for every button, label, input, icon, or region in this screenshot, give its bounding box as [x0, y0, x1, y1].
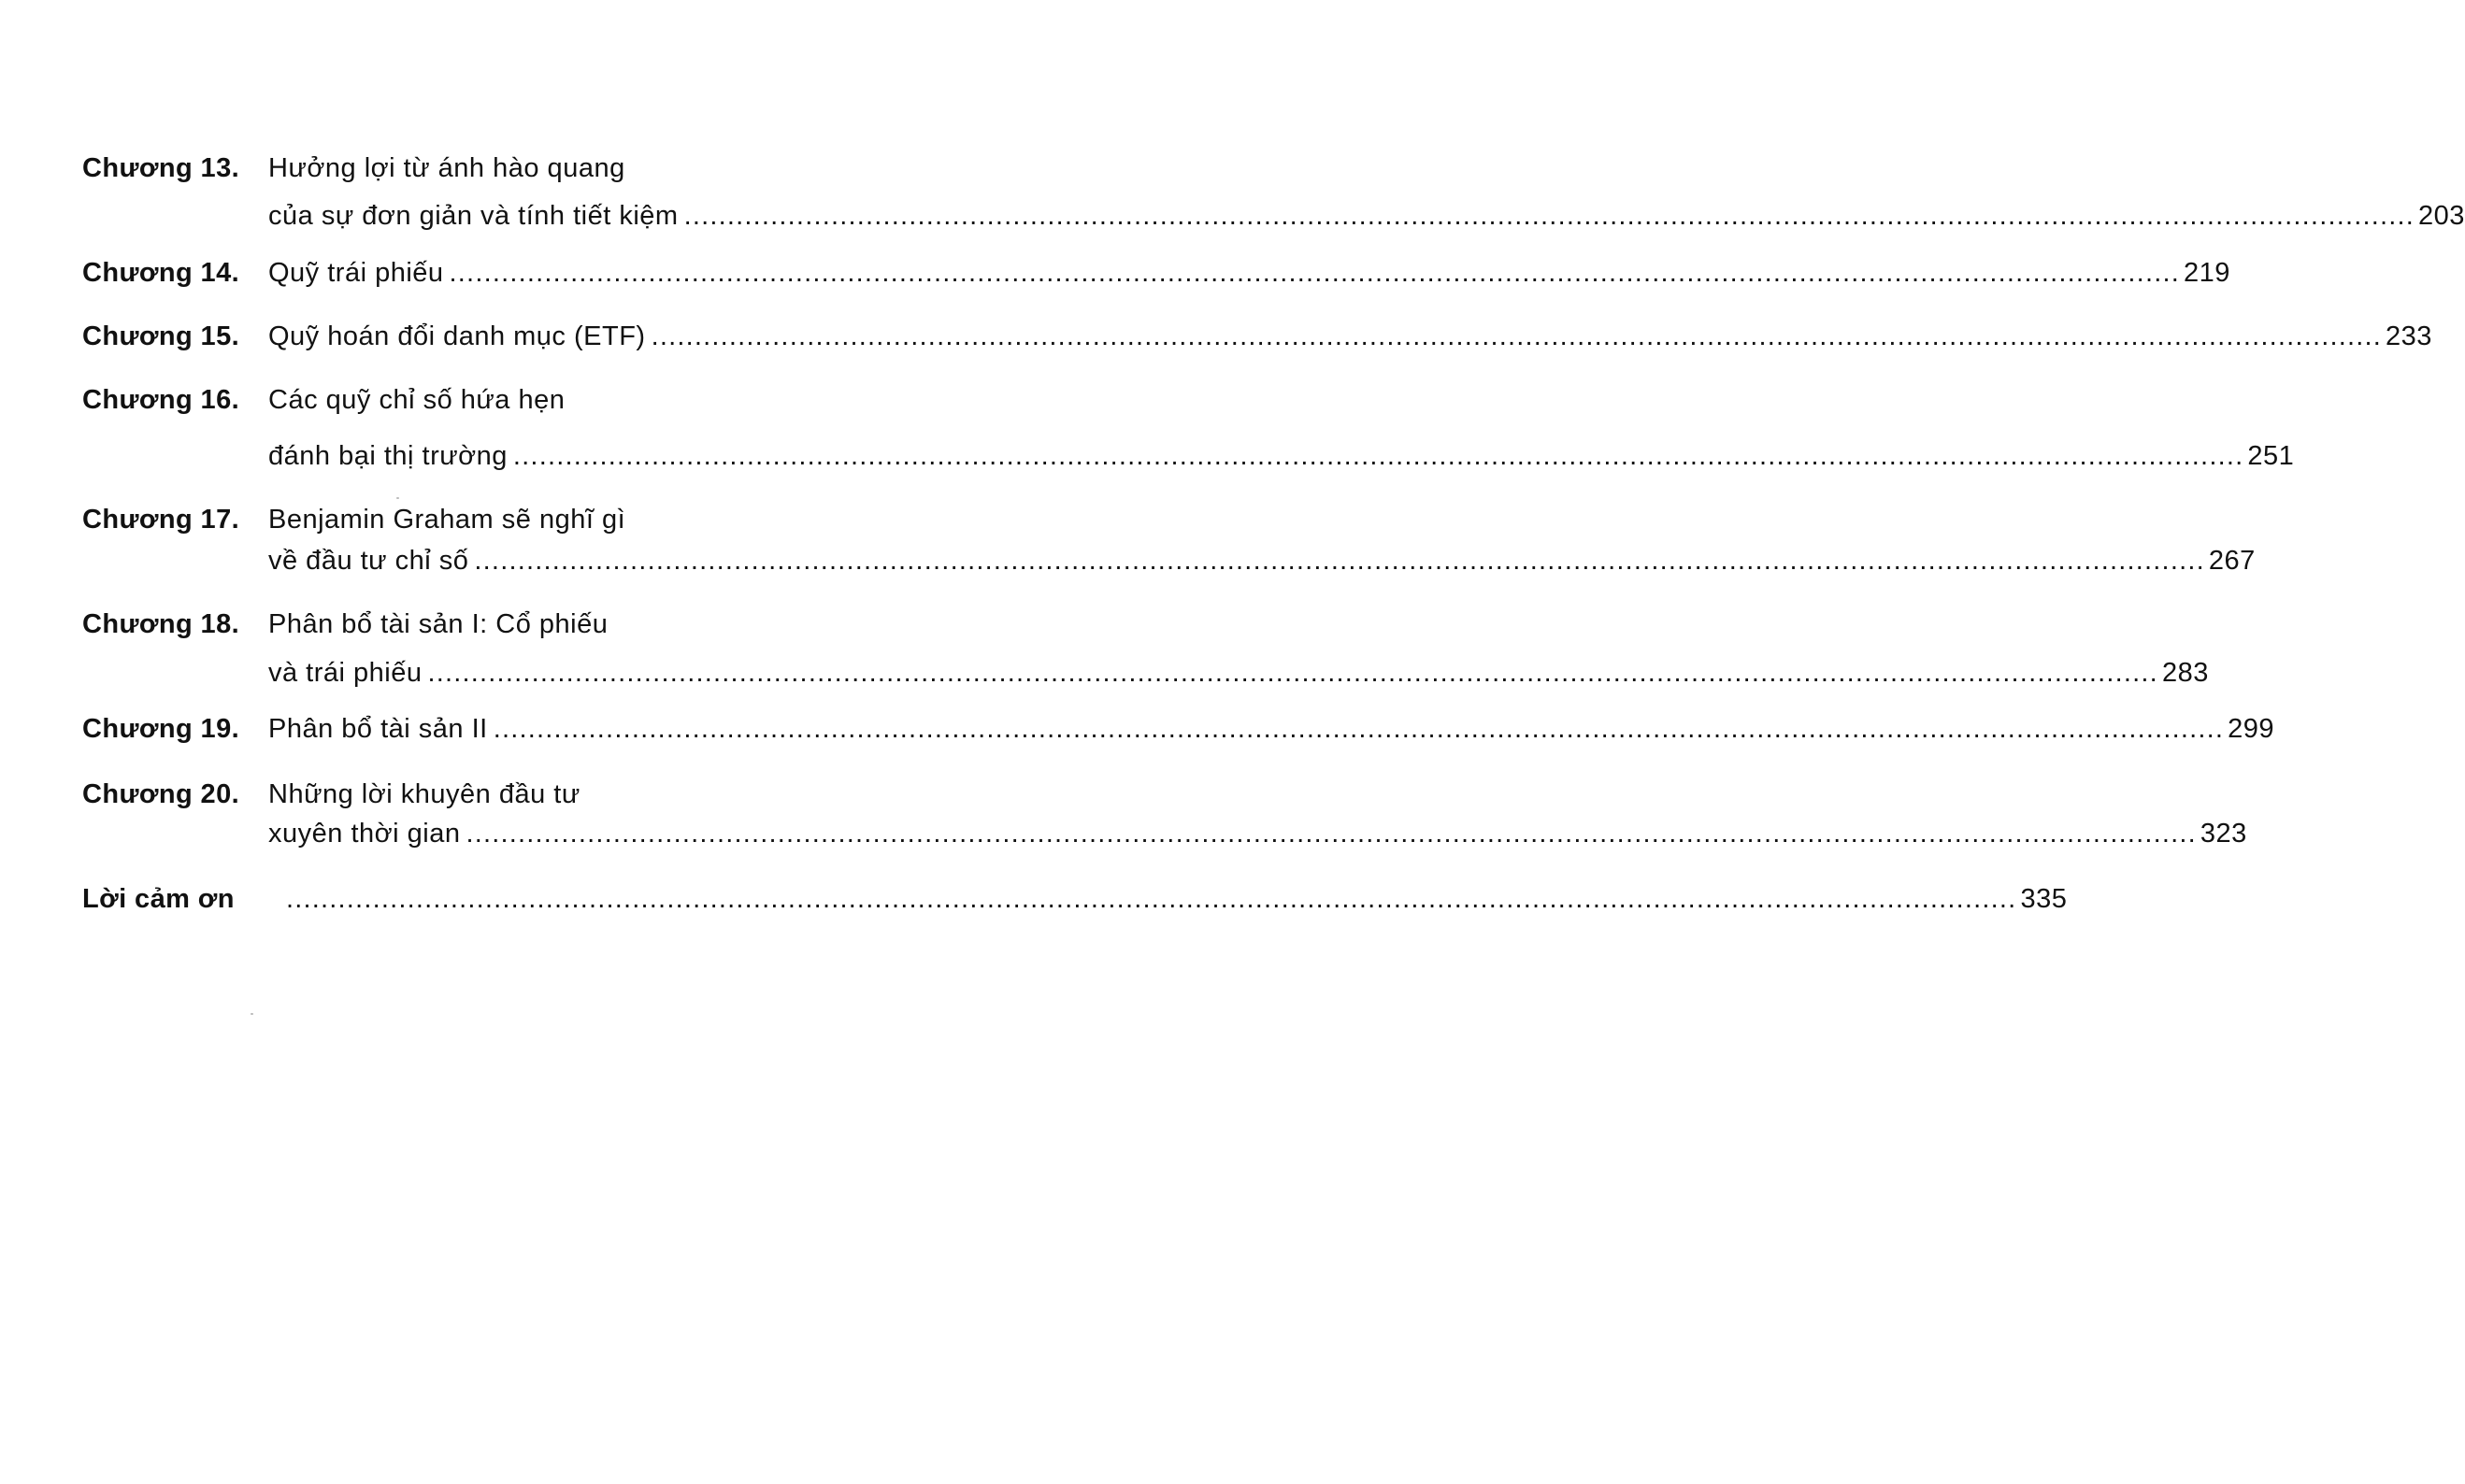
chapter-title-line [268, 321, 2432, 352]
chapter-title-line [268, 819, 2247, 849]
page-number: 267 [2208, 546, 2256, 576]
dot-leader: ........................................................................................................................................................................................................ [427, 658, 2158, 688]
dot-leader: ........................................................................................................................................................................................................ [449, 258, 2180, 288]
paper-speck [251, 1013, 253, 1015]
chapter-title-line [268, 546, 2256, 577]
page-number: 283 [2161, 658, 2209, 688]
chapter-label: Chương 17. [82, 505, 240, 535]
chapter-title-text: Quỹ hoán đổi danh mục (ETF) [268, 321, 646, 351]
chapter-title-text: Benjamin Graham sẽ nghĩ gì [268, 505, 626, 535]
chapter-title-line [268, 441, 2295, 472]
chapter-label: Chương 19. [82, 714, 240, 744]
chapter-title-line [268, 153, 779, 184]
dot-leader: ........................................................................................................................................................................................................ [493, 714, 2225, 744]
chapter-title-text: Những lời khuyên đầu tư [268, 779, 580, 809]
chapter-label: Chương 18. [82, 609, 240, 639]
page-number: 251 [2247, 441, 2295, 471]
chapter-title-text: Các quỹ chỉ số hứa hẹn [268, 385, 566, 415]
page-number: 233 [2386, 321, 2432, 351]
chapter-label: Chương 13. [82, 153, 240, 183]
dot-leader: ........................................................................................................................................................................................................ [286, 884, 2017, 914]
page-number: 299 [2228, 714, 2275, 744]
chapter-title-text: Phân bổ tài sản II [268, 714, 488, 744]
acknowledgements-label: Lời cảm ơn [82, 884, 235, 914]
chapter-title-line [268, 714, 2275, 745]
page-number: 335 [2020, 884, 2068, 914]
dot-leader: ........................................................................................................................................................................................................ [474, 546, 2205, 576]
acknowledgements-line [280, 884, 2068, 915]
chapter-title-text: đánh bại thị trường [268, 441, 508, 471]
dot-leader: ........................................................................................................................................................................................................ [512, 441, 2244, 471]
chapter-title-text: Quỹ trái phiếu [268, 258, 444, 288]
chapter-title-text: xuyên thời gian [268, 819, 461, 849]
dot-leader: ........................................................................................................................................................................................................ [651, 321, 2383, 351]
dot-leader: ........................................................................................................................................................................................................ [683, 201, 2415, 231]
chapter-title-line [268, 779, 779, 810]
page-number: 323 [2200, 819, 2247, 849]
page-number: 203 [2418, 201, 2465, 231]
chapter-title-line [268, 385, 779, 416]
paper-speck [396, 497, 399, 499]
chapter-title-line [268, 658, 2209, 689]
chapter-label: Chương 15. [82, 321, 240, 351]
chapter-title-line [268, 609, 779, 640]
chapter-title-text: của sự đơn giản và tính tiết kiệm [268, 201, 679, 231]
chapter-label: Chương 14. [82, 258, 240, 288]
dot-leader: ........................................................................................................................................................................................................ [466, 819, 2197, 849]
chapter-label: Chương 16. [82, 385, 240, 415]
chapter-title-text: Phân bổ tài sản I: Cổ phiếu [268, 609, 609, 639]
chapter-title-line [268, 201, 2465, 232]
chapter-title-line [268, 505, 779, 535]
chapter-title-text: về đầu tư chỉ số [268, 546, 469, 576]
chapter-label: Chương 20. [82, 779, 240, 809]
chapter-title-text: Hưởng lợi từ ánh hào quang [268, 153, 625, 183]
page-number: 219 [2183, 258, 2230, 288]
chapter-title-line [268, 258, 2230, 289]
chapter-title-text: và trái phiếu [268, 658, 423, 688]
